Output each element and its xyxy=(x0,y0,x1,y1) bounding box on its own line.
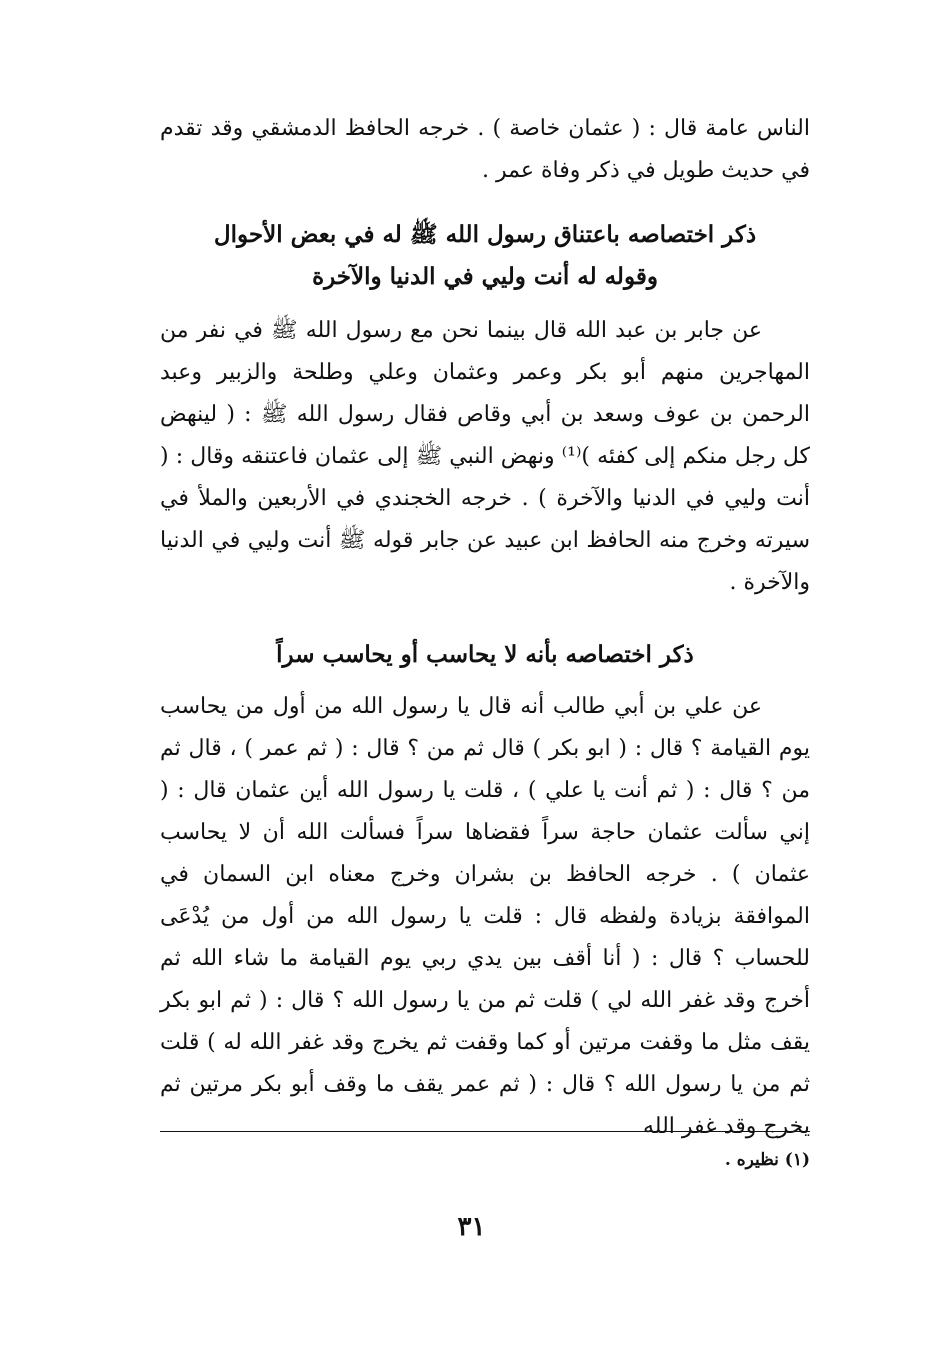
footnote: (١) نظيره . xyxy=(724,1150,810,1170)
section-1-heading xyxy=(160,214,810,298)
page-number: ٣١ xyxy=(457,1212,486,1242)
section-1-heading-line-2: وقوله له أنت وليي في الدنيا والآخرة xyxy=(312,263,658,290)
section-1-paragraph: عن جابر بن عبد الله قال بينما نحن مع رسول الله ﷺ في نفر من المهاجرين منهم أبو بكر وعمر وعثمان وعلي وطلحة والزبير وعبد الرحمن بن عوف وسعد بن أبي وقاص فقال رسول الله ﷺ : ( لينهض كل رجل منكم إلى كفئه )⁽¹⁾ ونهض النبي ﷺ إلى عثمان فاعتنقه وقال : ( أنت وليي في الدنيا والآخرة ) . خرجه الخجندي في الأربعين والملأ في سيرته وخرج منه الحافظ ابن عبيد عن جابر قوله ﷺ أنت وليي في الدنيا والآخرة . xyxy=(160,318,810,595)
section-2-heading xyxy=(160,634,810,676)
footnote-divider xyxy=(160,1131,810,1132)
section-2-paragraph: عن علي بن أبي طالب أنه قال يا رسول الله من أول من يحاسب يوم القيامة ؟ قال : ( ابو بكر ) قال ثم من ؟ قال : ( ثم عمر ) ، قال ثم من ؟ قال : ( ثم أنت يا علي ) ، قلت يا رسول الله أين عثمان قال : ( إني سألت عثمان حاجة سراً فقضاها سراً فسألت الله أن لا يحاسب عثمان ) . خرجه الحافظ بن بشران وخرج معناه ابن السمان في الموافقة بزيادة ولفظه قال : قلت يا رسول الله من أول من يُدْعَى للحساب ؟ قال : ( أنا أقف بين يدي ربي يوم القيامة ما شاء الله ثم أخرج وقد غفر الله لي ) قلت ثم من يا رسول الله ؟ قال : ( ثم ابو بكر يقف مثل ما وقفت مرتين أو كما وقفت ثم يخرج وقد غفر الله له ) قلت ثم من يا رسول الله ؟ قال : ( ثم عمر يقف ما وقف أبو بكر مرتين ثم يخرج وقد غفر الله xyxy=(160,694,810,1139)
page-body xyxy=(160,108,810,1148)
intro-paragraph: الناس عامة قال : ( عثمان خاصة ) . خرجه الحافظ الدمشقي وقد تقدم في حديث طويل في ذكر وفاة عمر . xyxy=(160,116,810,183)
section-2-heading-line: ذكر اختصاصه بأنه لا يحاسب أو يحاسب سراً xyxy=(276,641,694,668)
section-1-heading-line-1: ذكر اختصاصه باعتناق رسول الله ﷺ له في بعض الأحوال xyxy=(213,221,757,248)
